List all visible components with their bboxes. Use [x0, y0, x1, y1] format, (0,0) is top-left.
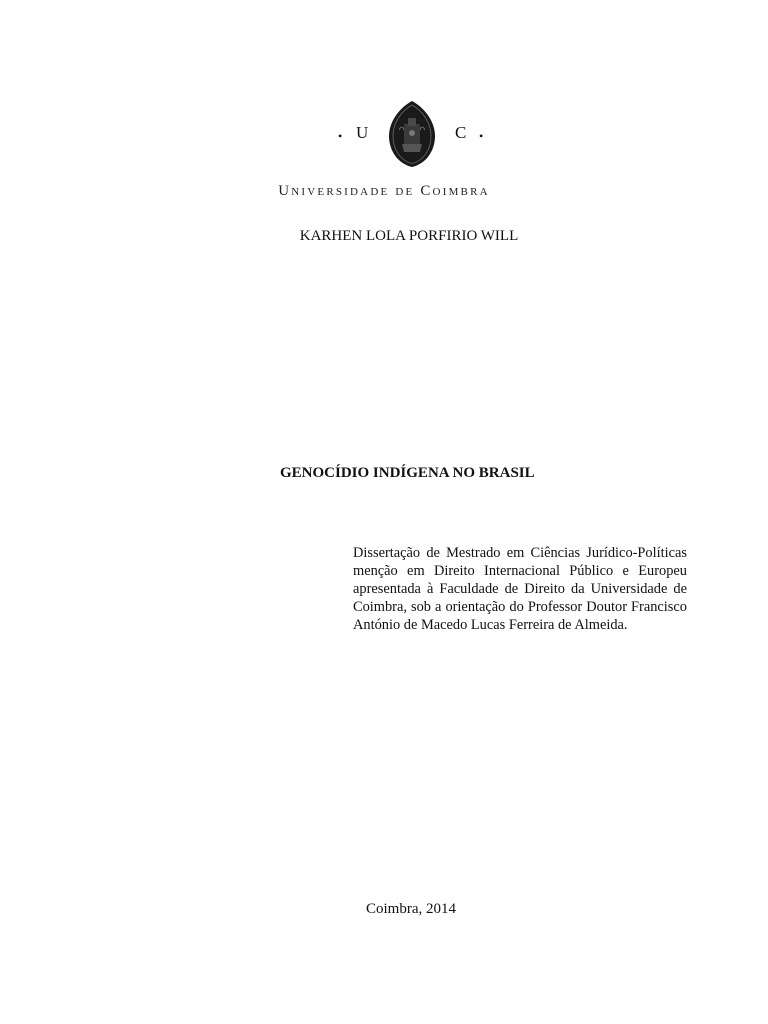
- university-logo: [0, 100, 768, 170]
- institution-name: Universidade de Coimbra: [278, 183, 490, 199]
- thesis-description: Dissertação de Mestrado em Ciências Jurídico-Políticas menção em Direito Internacional Público e Europeu apresentada à Faculdade de Direito da Universidade de Coimbra, sob a orientação do Professor Doutor Francisco António de Macedo Lucas Ferreira de Almeida.: [353, 545, 687, 633]
- logo-letter-u: U: [356, 123, 369, 142]
- university-seal-icon: [387, 100, 437, 168]
- author-name: KARHEN LOLA PORFIRIO WILL: [299, 228, 519, 244]
- place-date: Coimbra, 2014: [366, 901, 456, 917]
- thesis-title: GENOCÍDIO INDÍGENA NO BRASIL: [280, 465, 535, 481]
- logo-left-dot: •: [338, 129, 343, 143]
- logo-right-dot: •: [479, 129, 484, 143]
- logo-letter-c: C: [455, 123, 467, 142]
